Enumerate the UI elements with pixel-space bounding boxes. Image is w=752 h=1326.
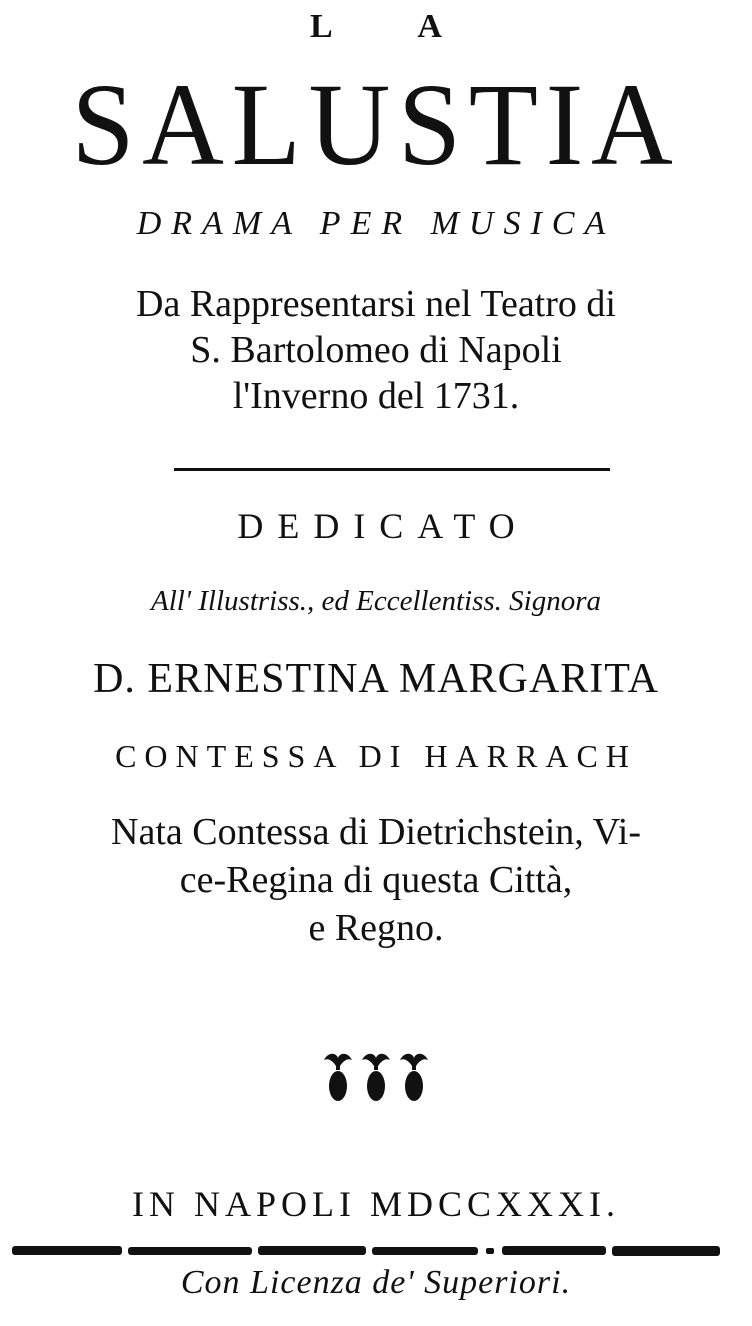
venue-line-2: S. Bartolomeo di Napoli xyxy=(190,329,562,371)
imprint-place: IN NAPOLI MDCCXXXI. xyxy=(132,1184,620,1224)
dedication-to: All' Illustriss., ed Eccellentiss. Signora xyxy=(150,585,602,617)
fleuron-1-icon xyxy=(324,1054,352,1101)
fleuron-3-icon xyxy=(400,1054,428,1101)
dedicatee-name: D. ERNESTINA MARGARITA xyxy=(93,656,659,702)
dedicatee-line-2: ce-Regina di questa Città, xyxy=(179,859,573,901)
fleuron-ornament-icon xyxy=(318,1050,434,1106)
work-subtitle: DRAMA PER MUSICA xyxy=(136,205,616,242)
dedicatee-title: CONTESSA DI HARRACH xyxy=(115,738,637,774)
title-article: L A xyxy=(310,8,482,45)
dedicatee-line-1: Nata Contessa di Dietrichstein, Vi- xyxy=(111,811,641,853)
venue-line-1: Da Rappresentarsi nel Teatro di xyxy=(136,283,616,325)
work-title: SALUSTIA xyxy=(71,59,681,190)
license-note: Con Licenza de' Superiori. xyxy=(180,1264,572,1301)
dedicatee-line-3: e Regno. xyxy=(308,907,444,949)
fleuron-2-icon xyxy=(362,1054,390,1101)
dedication-heading: DEDICATO xyxy=(237,506,529,546)
venue-line-3: l'Inverno del 1731. xyxy=(232,375,520,417)
divider-rule xyxy=(174,468,610,471)
broken-rule xyxy=(12,1240,720,1260)
